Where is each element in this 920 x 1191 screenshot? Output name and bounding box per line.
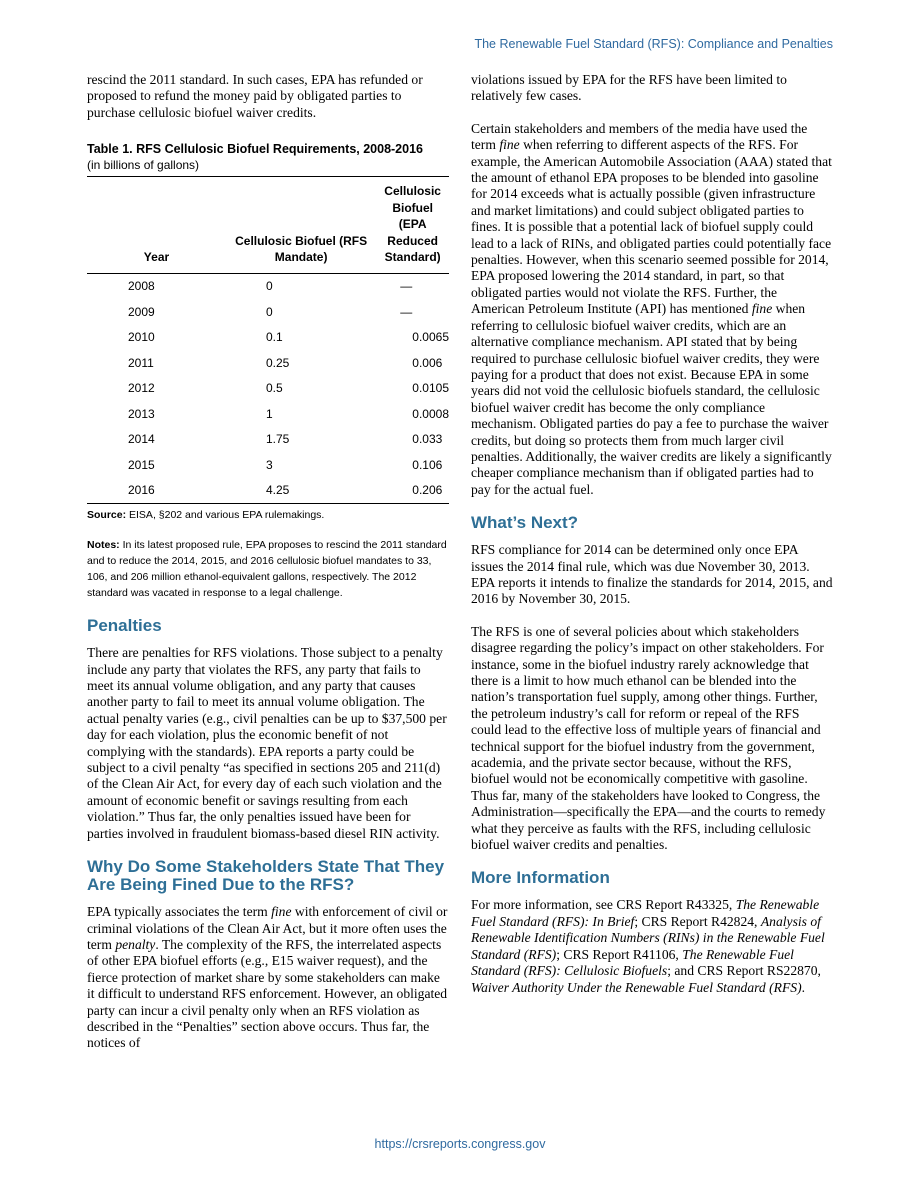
text-run: when referring to different aspects of the RFS. For example, the American Automobile Association (AAA) stated that the amount of ethanol EPA proposes to be blended into gasoline for 2014 exceeds what is actually possible (given infrastructure and market limitations) and could subject obligated parties to fines. It is possible that a potential lack of biofuel supply could lead to a lack of RINs, and obligated parties could potentially face penalties. However, when this scenario seemed possible for 2014, EPA proposed lowering the 2014 standard, in part, so that obligated parties would not violate the RFS. Further, the American Petroleum Institute (API) has mentioned (471, 137, 832, 317)
cell-mandate: 0.25 (265, 355, 290, 370)
term-fine: fine (499, 137, 520, 153)
text-run: with enforcement of civil or criminal violations of the Clean Air Act, but it more often uses the term (87, 904, 448, 952)
report-title: Waiver Authority Under the Renewable Fuel Standard (RFS) (471, 979, 802, 995)
header-year: Year (87, 177, 226, 274)
cell-year: 2015 (128, 457, 155, 472)
header-rfs-mandate: Cellulosic Biofuel (RFS Mandate) (226, 177, 376, 274)
source-label: Source: (87, 509, 127, 522)
source-text: EISA, §202 and various EPA rulemakings. (126, 509, 325, 522)
table-row (87, 325, 449, 351)
cell-epa: 0.0065 (412, 330, 449, 345)
text-run: ; CRS Report R41106, (556, 946, 683, 962)
table-notes (87, 537, 449, 601)
term-fine: fine (751, 301, 773, 317)
cell-epa: — (400, 304, 413, 319)
cell-mandate: 0 (265, 279, 273, 294)
why-fined-heading: Why Do Some Stakeholders State That They Are Being Fined Due to the RFS? (87, 857, 445, 895)
text-run: when referring to cellulosic biofuel waiver credits, which are an alternative compliance mechanism. API stated that by being required to purchase cellulosic biofuel waiver credits, they were paying for a product that does not exist. Because EPA in some years did not void the cellulosic biofuels standard, the cellulosic biofuel waiver credit has become the only compliance mechanism. Obligated parties do pay a fee to purchase the waiver credits, but doing so protects them from much larger civil penalties. Additionally, the waiver credits are likely a significantly cheaper compliance mechanism than if obligated parties had to pay for the actual fuel. (471, 301, 832, 497)
cell-epa: 0.0008 (412, 406, 449, 421)
cell-epa: 0.0105 (412, 381, 449, 396)
table-title: Table 1. RFS Cellulosic Biofuel Requirements, 2008-2016 (87, 142, 423, 157)
running-header: The Renewable Fuel Standard (RFS): Compliance and Penalties (474, 37, 833, 51)
cell-year: 2014 (128, 432, 155, 447)
whats-next-heading: What’s Next? (471, 513, 579, 533)
cell-epa: 0.033 (412, 432, 443, 447)
footer-url-link[interactable]: https://crsreports.congress.gov (374, 1137, 546, 1151)
table-row (87, 273, 449, 299)
cellulosic-requirements-table (87, 176, 449, 504)
notes-label: Notes: (87, 539, 120, 552)
cell-epa: — (400, 279, 413, 294)
why-fined-paragraph (87, 904, 449, 1052)
penalties-heading: Penalties (87, 616, 162, 636)
cell-mandate: 4.25 (265, 483, 290, 498)
table-row (87, 401, 449, 427)
cell-year: 2009 (128, 304, 155, 319)
more-information-heading: More Information (471, 868, 610, 888)
cell-mandate: 1.75 (265, 432, 290, 447)
table-row (87, 299, 449, 325)
table-row (87, 427, 449, 453)
right-column (471, 72, 833, 996)
cell-mandate: 0.5 (265, 381, 283, 396)
text-run: For more information, see CRS Report R43325, (471, 897, 736, 913)
continuation-paragraph: violations issued by EPA for the RFS have been limited to relatively few cases. (471, 72, 787, 104)
text-run: Certain stakeholders and members of the media have used the term (471, 120, 808, 153)
table-source (87, 507, 449, 523)
cell-year: 2008 (128, 279, 155, 294)
report-title: The Renewable Fuel Standard (RFS): In Brief (471, 897, 820, 929)
cell-epa: 0.206 (412, 483, 443, 498)
table-subtitle: (in billions of gallons) (87, 158, 200, 173)
intro-paragraph: rescind the 2011 standard. In such cases, EPA has refunded or proposed to refund the money paid by obligated parties to purchase cellulosic biofuel waiver credits. (87, 72, 423, 120)
cell-year: 2013 (128, 406, 155, 421)
report-title: The Renewable Fuel Standard (RFS): Cellulosic Biofuels (471, 946, 794, 979)
report-title: Analysis of Renewable Identification Numbers (RINs) in the Renewable Fuel Standard (RFS) (471, 913, 825, 962)
cell-year: 2012 (128, 381, 155, 396)
cell-mandate: 0 (265, 304, 273, 319)
cell-epa: 0.006 (412, 355, 443, 370)
stakeholders-paragraph (471, 121, 833, 498)
table-row (87, 376, 449, 402)
cell-epa: 0.106 (412, 457, 443, 472)
term-fine: fine (271, 904, 292, 920)
table-header-row (87, 177, 449, 274)
text-run: ; CRS Report R42824, (634, 913, 761, 929)
header-epa-reduced: Cellulosic Biofuel (EPA Reduced Standard) (376, 177, 449, 274)
text-run: . The complexity of the RFS, the interrelated aspects of other EPA biofuel efforts (e.g., E15 waiver request), and the fierce protection of market share by some stakeholders can make it difficult to understand RFS enforcement. However, an obligated party can incur a civil penalty only when an RFS violation as described in the “Penalties” section above occurs. Thus far, the notices of (87, 936, 448, 1051)
cell-mandate: 1 (265, 406, 273, 421)
cell-year: 2016 (128, 483, 155, 498)
whats-next-paragraph-1: RFS compliance for 2014 can be determined only once EPA issues the 2014 final rule, which was due November 30, 2013. EPA reports it intends to finalize the standards for 2014, 2015, and 2016 by November 30, 2015. (471, 542, 833, 607)
table-row (87, 478, 449, 504)
table-row (87, 452, 449, 478)
text-run: ; and CRS Report RS22870, (667, 963, 821, 979)
cell-mandate: 3 (265, 457, 273, 472)
penalties-paragraph: There are penalties for RFS violations. Those subject to a penalty include any party that violates the RFS, any party that fails to meet its annual volume obligation, and any party that causes another party to fail to meet its annual volume obligation. The actual penalty varies (e.g., civil penalties can be up to $37,500 per day for each violation, plus the economic benefit of not complying with the standards). EPA reports a party could be subject to a civil penalty “as specified in sections 205 and 211(d) of the Clean Air Act, for every day of each such violation and the amount of economic benefit or savings resulting from each violation.” Thus far, the only penalties issued have been for parties involved in fraudulent biomass-based diesel RIN activity. (87, 645, 447, 841)
cell-mandate: 0.1 (265, 330, 283, 345)
more-information-paragraph (471, 897, 833, 995)
whats-next-paragraph-2: The RFS is one of several policies about which stakeholders disagree regarding the policy’s impact on other stakeholders. For instance, some in the biofuel industry rarely acknowledge that there is a limit to how much ethanol can be blended into the nation’s transportation fuel supply, among other things. Further, the petroleum industry’s call for reform or repeal of the RFS could lead to the effective loss of multiple years of financial and technical support for the biofuel industry from the government, academia, and the private sector because, without the RFS, biofuel would not be economically competitive with gasoline. Thus far, many of the stakeholders have looked to Congress, the Administration—specifically the EPA—and the courts to remedy what they perceive as faults with the RFS, including cellulosic biofuel waiver credits and penalties. (471, 623, 826, 853)
cell-year: 2010 (128, 330, 155, 345)
notes-text: In its latest proposed rule, EPA proposes to rescind the 2011 standard and to reduce the 2014, 2015, and 2016 cellulosic biofuel mandates to 33, 106, and 206 million ethanol-equivalent gallons, respectively. The 2012 standard was vacated in response to a legal challenge. (87, 539, 447, 600)
text-run: . (801, 979, 805, 995)
term-penalty: penalty (115, 936, 156, 952)
table-row (87, 350, 449, 376)
cell-year: 2011 (128, 355, 154, 370)
left-column (87, 72, 449, 1052)
text-run: EPA typically associates the term (87, 904, 272, 920)
